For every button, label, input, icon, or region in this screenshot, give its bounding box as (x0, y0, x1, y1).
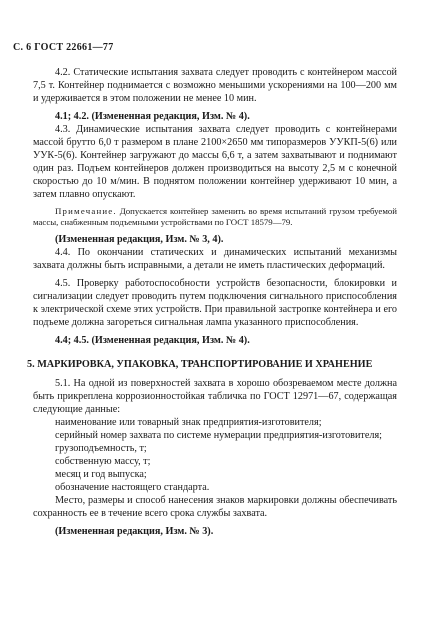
data-list (33, 416, 397, 494)
clause-4-3: 4.3. Динамические испытания захвата следует проводить с контейнерами массой брутто 6,0 т размером в плане 2100×2650 мм типоразмеров УУКП-5(6) или УУК-5(6). Контейнер загружают до массы 6,6 т, а затем захватывают и поднимают один раз. Подъем контейнеров должен производиться на высоту 2,5 м с конечной скоростью до 10 м/мин. В поднятом положении контейнер удерживают 10 мин, а затем плавно опускают. (33, 124, 397, 200)
clause-4-5: 4.5. Проверку работоспособности устройств безопасности, блокировки и сигнализации следует проводить путем подключения сигнального приспособления к электрической схеме этих устройств. При правильной застропке контейнера и его подъеме должна загореться сигнальная лампа указанного приспособления. (33, 278, 397, 328)
clause-4-2: 4.2. Статические испытания захвата следует проводить с контейнером массой 7,5 т. Контейнер поднимается с возможно меньшими ускорениями на 100—200 мм и удерживается в этом положении не менее 10 мин. (33, 67, 397, 104)
clause-5-1: 5.1. На одной из поверхностей захвата в хорошо обозреваемом месте должна быть прикреплена коррозионностойкая табличка по ГОСТ 12971—67, содержащая следующие данные: (33, 378, 397, 415)
revision-note-3: 4.4; 4.5. (Измененная редакция, Изм. № 4). (55, 335, 250, 346)
list-item: месяц и год выпуска; (55, 469, 147, 480)
list-item: грузоподъемность, т; (55, 443, 147, 454)
footnote (33, 206, 397, 228)
list-item: наименование или товарный знак предприятия-изготовителя; (55, 417, 322, 428)
revision-note-2: (Измененная редакция, Изм. № 3, 4). (55, 234, 224, 245)
page-content (27, 66, 398, 538)
marking-placement: Место, размеры и способ нанесения знаков маркировки должны обеспечивать сохранность ее в течение всего срока службы захвата. (33, 495, 397, 519)
list-item: обозначение настоящего стандарта. (55, 482, 210, 493)
list-item: серийный номер захвата по системе нумерации предприятия-изготовителя; (55, 430, 383, 441)
clause-4-4: 4.4. По окончании статических и динамических испытаний механизмы захвата должны быть исправными, а детали не иметь пластических деформаций. (33, 247, 397, 271)
revision-note-1: 4.1; 4.2. (Измененная редакция, Изм. № 4). (55, 111, 250, 122)
list-item: собственную массу, т; (55, 456, 151, 467)
section-5-title: 5. МАРКИРОВКА, УПАКОВКА, ТРАНСПОРТИРОВАНИЕ И ХРАНЕНИЕ (27, 359, 373, 370)
note-label: Примечание. (55, 206, 117, 216)
note-text: Допускается контейнер заменить во время испытаний грузом требуемой массы, снабженным подъемными устройствами по ГОСТ 18579—79. (33, 206, 398, 227)
page-header: С. 6 ГОСТ 22661—77 (13, 42, 114, 53)
revision-note-4: (Измененная редакция, Изм. № 3). (55, 526, 214, 537)
